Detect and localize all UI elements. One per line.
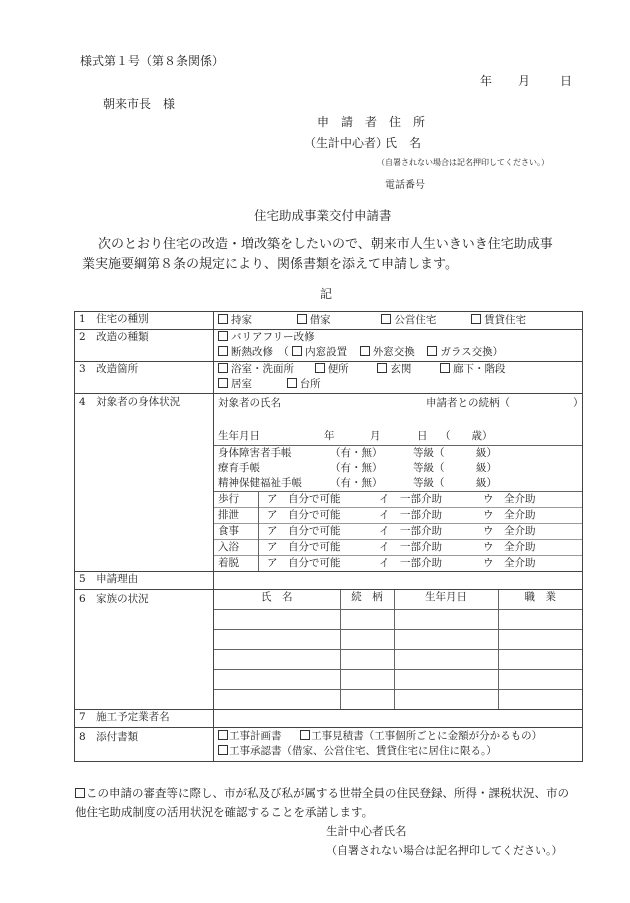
- checkbox[interactable]: [292, 346, 302, 356]
- intro-line-2: 業実施要綱第８条の規定により、関係書類を添えて申請します。: [82, 257, 458, 272]
- location-toilet[interactable]: 便所: [315, 363, 349, 375]
- adl-row: 排泄 ア 自分で可能 イ 一部介助 ウ 全介助: [214, 508, 582, 524]
- family-header-birthdate: 生年月日: [394, 590, 498, 610]
- checkbox[interactable]: [218, 378, 228, 388]
- consent-line-2: 他住宅助成制度の活用状況を確認することを承諾します。: [75, 805, 374, 819]
- birth-date-label: 生年月日: [218, 430, 260, 442]
- checkbox[interactable]: [315, 363, 325, 373]
- phone-label: 電話番号: [385, 180, 425, 191]
- intro-line-1: 次のとおり住宅の改造・増改築をしたいので、朝来市人生いきいき住宅助成事: [98, 237, 553, 252]
- birth-year: 年: [324, 430, 335, 442]
- adl-row: 歩行 ア 自分で可能 イ 一部介助 ウ 全介助: [214, 492, 582, 508]
- housing-option-rented[interactable]: 借家: [297, 314, 331, 326]
- row6-label: 6 家族の状況: [75, 590, 214, 710]
- applicant-name-label: 氏 名: [385, 136, 422, 150]
- checkbox[interactable]: [377, 363, 387, 373]
- family-header-name: 氏 名: [261, 591, 293, 603]
- renovation-option-barrier-free[interactable]: バリアフリー改修: [218, 331, 315, 343]
- housing-option-rental[interactable]: 賃貸住宅: [471, 314, 526, 326]
- application-table: [74, 311, 583, 762]
- subject-info: [214, 394, 582, 445]
- date-year: 年: [480, 74, 493, 88]
- attachment-plan[interactable]: 工事計画書: [218, 730, 282, 742]
- family-row[interactable]: [214, 650, 582, 670]
- checkbox[interactable]: [218, 730, 228, 740]
- row7-label: 7 施工予定業者名: [75, 710, 214, 728]
- checkbox[interactable]: [218, 363, 228, 373]
- consent-checkbox[interactable]: [75, 788, 85, 798]
- checkbox[interactable]: [427, 346, 437, 356]
- ki-mark: 記: [320, 287, 333, 301]
- family-header-row: [214, 590, 582, 610]
- footer-signature-note: （自署されない場合は記名押印してください。）: [326, 844, 563, 857]
- location-hallway[interactable]: 廊下・階段: [440, 363, 506, 375]
- adl-table: [214, 492, 582, 571]
- family-row[interactable]: [214, 610, 582, 630]
- checkbox[interactable]: [440, 363, 450, 373]
- location-entrance[interactable]: 玄関: [377, 363, 411, 375]
- checkbox[interactable]: [297, 314, 307, 324]
- checkbox[interactable]: [218, 331, 228, 341]
- renovation-option-insulation[interactable]: 断熱改修 （: [218, 346, 289, 358]
- checkbox[interactable]: [287, 378, 297, 388]
- checkbox[interactable]: [300, 730, 310, 740]
- insulation-outer-window[interactable]: 外窓交換: [360, 346, 415, 358]
- housing-option-public[interactable]: 公営住宅: [381, 314, 436, 326]
- applicant-address-label: 申 請 者 住 所: [317, 115, 426, 129]
- row1-label: 1 住宅の種別: [75, 312, 214, 330]
- attachment-approval[interactable]: 工事承認書（借家、公営住宅、賃貸住宅に居住に限る。）: [218, 745, 497, 757]
- birth-month: 月: [370, 430, 381, 442]
- handbook-row: 精神保健福祉手帳 （有・無） 等級（ 級）: [218, 477, 497, 489]
- handbook-row: 療育手帳 （有・無） 等級（ 級）: [218, 462, 497, 474]
- location-kitchen[interactable]: 台所: [287, 378, 321, 390]
- row2-label: 2 改造の種類: [75, 330, 214, 362]
- adl-row: 入浴 ア 自分で可能 イ 一部介助 ウ 全介助: [214, 540, 582, 556]
- adl-row: 着脱 ア 自分で可能 イ 一部介助 ウ 全介助: [214, 556, 582, 572]
- signature-note: （自署されない場合は記名押印してください。）: [377, 158, 549, 167]
- age: （ 歳）: [440, 430, 493, 442]
- insulation-inner-window[interactable]: 内窓設置: [292, 346, 347, 358]
- location-bathroom[interactable]: 浴室・洗面所: [218, 363, 294, 375]
- handbook-row: 身体障害者手帳 （有・無） 等級（ 級）: [218, 447, 497, 459]
- checkbox[interactable]: [218, 745, 228, 755]
- checkbox[interactable]: [471, 314, 481, 324]
- handbook-table: [218, 446, 578, 491]
- family-row[interactable]: [214, 690, 582, 710]
- date-day: 日: [560, 74, 573, 88]
- checkbox[interactable]: [218, 346, 228, 356]
- family-table: [214, 590, 582, 709]
- attachment-estimate[interactable]: 工事見積書（工事個所ごとに金額が分かるもの）: [300, 730, 542, 742]
- relation-label: 申請者との続柄（: [426, 397, 510, 409]
- form-number: 様式第１号（第８条関係）: [80, 54, 225, 68]
- row3-label: 3 改造箇所: [75, 362, 214, 394]
- addressee: 朝来市長 様: [103, 97, 176, 111]
- checkbox[interactable]: [218, 314, 228, 324]
- row5-label: 5 申請理由: [75, 572, 214, 590]
- birth-day: 日: [417, 430, 428, 442]
- application-reason-field[interactable]: [214, 572, 583, 590]
- date-month: 月: [518, 74, 531, 88]
- checkbox[interactable]: [360, 346, 370, 356]
- checkbox[interactable]: [381, 314, 391, 324]
- family-header-occupation: 職 業: [498, 590, 582, 610]
- row8-label: 8 添付書類: [75, 728, 214, 762]
- contractor-field[interactable]: [214, 710, 583, 728]
- subject-name-label: 対象者の氏名: [218, 397, 281, 409]
- row4-label: 4 対象者の身体状況: [75, 394, 214, 572]
- insulation-glass[interactable]: ガラス交換）: [427, 346, 503, 358]
- housing-option-owned[interactable]: 持家: [218, 314, 252, 326]
- location-living-room[interactable]: 居室: [218, 378, 252, 390]
- relation-close: ）: [573, 397, 584, 409]
- applicant-role: （生計中心者）: [304, 136, 389, 150]
- head-of-household-name-label: 生計中心者氏名: [326, 824, 407, 838]
- consent-line-1[interactable]: この申請の審査等に際し、市が私及び私が属する世帯全員の住民登録、所得・課税状況、市の: [75, 785, 569, 801]
- family-header-relation: 続 柄: [340, 590, 394, 610]
- family-row[interactable]: [214, 630, 582, 650]
- adl-row: 食事 ア 自分で可能 イ 一部介助 ウ 全介助: [214, 524, 582, 540]
- document-title: 住宅助成事業交付申請書: [254, 208, 392, 223]
- family-row[interactable]: [214, 670, 582, 690]
